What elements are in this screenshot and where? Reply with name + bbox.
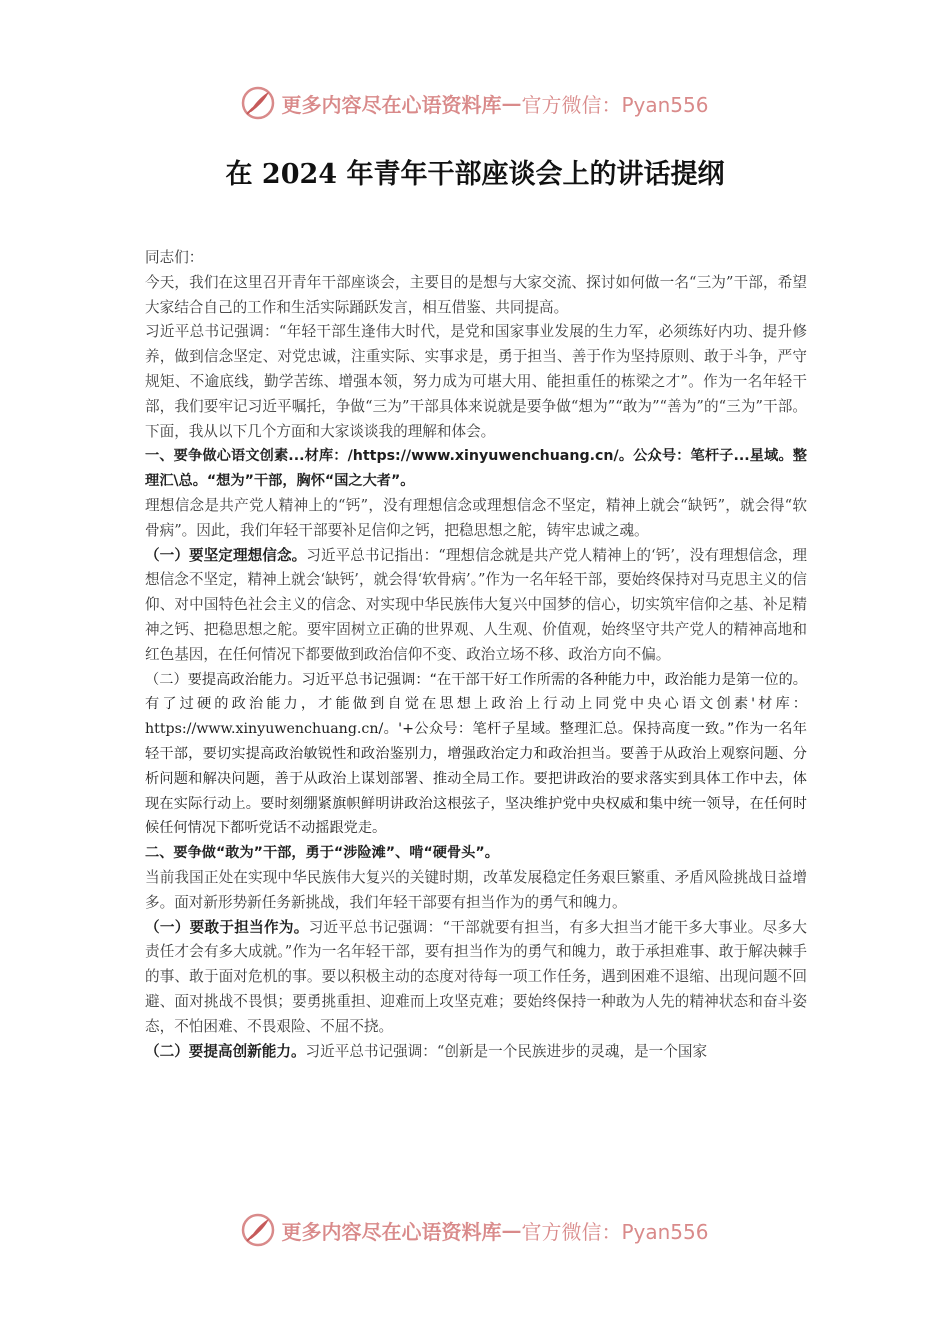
paragraph-quote: 习近平总书记强调：“年轻干部生逢伟大时代，是党和国家事业发展的生力军，必须练好内功、提升修养，做到信念坚定、对党忠诚，注重实际、实事求是，勇于担当、善于作为坚持原则、敢于斗争，严守规矩、不逾底线，勤学苦练、增强本领，努力成为可堪大用、能担重任的栋梁之才”。作为一名年轻干部，我们要牢记习近平嘱托，争做“三为”干部具体来说就是要争做“想为”“敢为”“善为”的“三为”干部。下面，我从以下几个方面和大家谈谈我的理解和体会。	[145, 323, 807, 440]
section-heading-2: 二、要争做“敢为”干部，勇于“涉险滩”、啃“硬骨头”。	[145, 845, 499, 862]
watermark-separator: —	[501, 91, 522, 115]
section-heading-1: 一、要争做心语文创素...材库：/https://www.xinyuwenchuang.cn/。公众号：笔杆子...星域。整理汇\总。“想为”干部，胸怀“国之大者”。	[145, 448, 807, 490]
watermark-brand: 更多内容尽在心语资料库	[281, 1219, 502, 1244]
url-text: https://www.xinyuwenchuang.cn/	[145, 721, 384, 738]
watermark-brand: 更多内容尽在心语资料库	[281, 92, 502, 117]
subheading-lead: （一）要坚定理想信念。	[145, 546, 307, 564]
footer-watermark	[0, 1213, 950, 1247]
quill-ink-icon	[241, 1213, 275, 1247]
paragraph-sub2-2: （二）要提高创新能力。习近平总书记强调：“创新是一个民族进步的灵魂，是一个国家	[145, 1042, 708, 1060]
document-body	[145, 246, 807, 1064]
paragraph-sub1-2: （二）要提高政治能力。习近平总书记强调：“在干部干好工作所需的各种能力中，政治能力是第一位的。有了过硬的政治能力，才能做到自觉在思想上政治上行动上同党中央心语文创素'材库：https://www.xinyuwenchuang.cn/。'+公众号：笔杆子星域。整理汇总。保持高度一致。”作为一名年轻干部，要切实提高政治敏锐性和政治鉴别力，增强政治定力和政治担当。要善于从政治上观察问题、分析问题和解决问题，善于从政治上谋划部署、推动全局工作。要把讲政治的要求落实到具体工作中去，体现在实际行动上。要时刻绷紧旗帜鲜明讲政治这根弦子，坚决维护党中央权威和集中统一领导，在任何时候任何情况下都听党话不动摇跟党走。	[145, 671, 807, 837]
paragraph-section2: 当前我国正处在实现中华民族伟大复兴的关键时期，改革发展稳定任务艰巨繁重、矛盾风险挑战日益增多。面对新形势新任务新挑战，我们年轻干部要有担当作为的勇气和魄力。	[145, 868, 807, 911]
quill-ink-icon	[241, 86, 275, 120]
watermark-separator: —	[501, 1218, 522, 1242]
paragraph-section1: 理想信念是共产党人精神上的“钙”，没有理想信念或理想信念不坚定，精神上就会“缺钙”，就会得“软骨病”。因此，我们年轻干部要补足信仰之钙，把稳思想之舵，铸牢忠诚之魂。	[145, 496, 807, 539]
subheading-lead: （一）要敢于担当作为。	[145, 918, 309, 936]
paragraph-sub2-1: （一）要敢于担当作为。习近平总书记强调：“干部就要有担当，有多大担当才能干多大事业。尽多大责任才会有多大成就。”作为一名年轻干部，要有担当作为的勇气和魄力，敢于承担难事、敢于解决棘手的事、敢于面对危机的事。要以积极主动的态度对待每一项工作任务，遇到困难不退缩、出现问题不回避、面对挑战不畏惧；要勇挑重担、迎难而上攻坚克难；要始终保持一种敢为人先的精神状态和奋斗姿态，不怕困难、不畏艰险、不屈不挠。	[145, 918, 807, 1035]
paragraph-sub1-1: （一）要坚定理想信念。习近平总书记指出：“理想信念就是共产党人精神上的‘钙’，没有理想信念，理想信念不坚定，精神上就会‘缺钙’，就会得‘软骨病’。”作为一名年轻干部，要始终保持对马克思主义的信仰、对中国特色社会主义的信念、对实现中华民族伟大复兴中国梦的信心，切实筑牢信仰之基、补足精神之钙、把稳思想之舵。要牢固树立正确的世界观、人生观、价值观，始终坚守共产党人的精神高地和红色基因，在任何情况下都要做到政治信仰不变、政治立场不移、政治方向不偏。	[145, 546, 807, 663]
watermark-wechat: 官方微信：Pyan556	[521, 1219, 709, 1244]
document-title: 在 2024 年青年干部座谈会上的讲话提纲	[225, 159, 725, 190]
watermark-wechat: 官方微信：Pyan556	[521, 92, 709, 117]
salutation: 同志们：	[145, 249, 204, 266]
paragraph-intro: 今天，我们在这里召开青年干部座谈会，主要目的是想与大家交流、探讨如何做一名“三为”干部，希望大家结合自己的工作和生活实际踊跃发言，相互借鉴、共同提高。	[145, 273, 807, 316]
subheading-lead: （二）要提高创新能力。	[145, 1042, 306, 1060]
header-watermark	[0, 86, 950, 120]
